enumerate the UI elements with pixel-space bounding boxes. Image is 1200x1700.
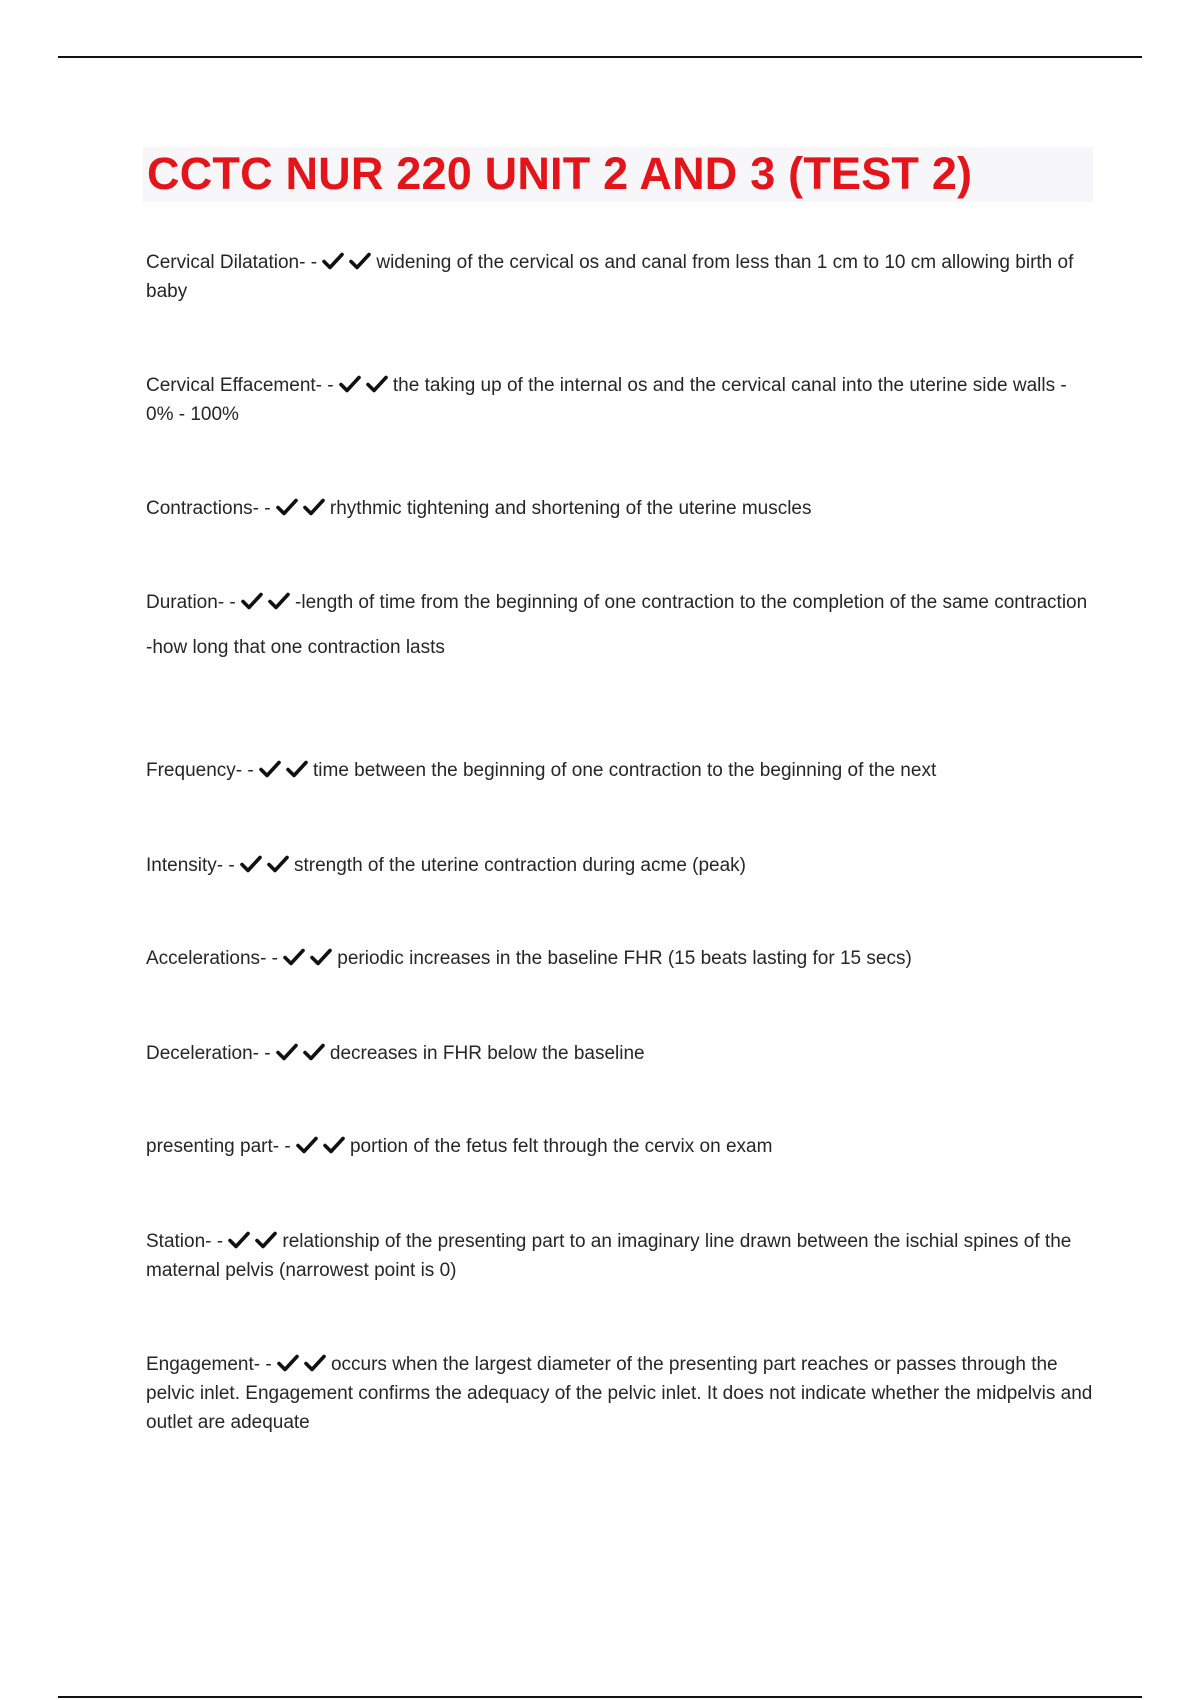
term-separator: - -	[235, 760, 254, 781]
document-title: CCTC NUR 220 UNIT 2 AND 3 (TEST 2)	[147, 148, 973, 199]
checkmark-icon	[303, 1043, 325, 1061]
term-label: Engagement	[146, 1354, 254, 1375]
term-separator: - -	[253, 1354, 272, 1375]
term-separator: - -	[205, 1231, 224, 1252]
term-separator: - -	[252, 1043, 271, 1064]
checkmark-icon	[339, 375, 361, 393]
term-entry-deceleration	[146, 1039, 1096, 1068]
term-entry-frequency	[146, 756, 1096, 785]
checkmark-icon	[267, 855, 289, 873]
term-definition: the taking up of the internal os and the cervical canal into the uterine side walls - 0% - 100%	[146, 375, 1067, 425]
checkmark-icon	[304, 1354, 326, 1372]
checkmark-icon	[276, 498, 298, 516]
term-label: presenting part	[146, 1136, 273, 1157]
term-entry-engagement	[146, 1350, 1096, 1437]
term-entry-cervical-dilatation	[146, 248, 1096, 306]
term-definition: portion of the fetus felt through the cervix on exam	[349, 1136, 773, 1157]
term-entry-cervical-effacement	[146, 371, 1096, 429]
term-label: Frequency	[146, 760, 236, 781]
header-rule	[58, 56, 1142, 58]
term-definition: periodic increases in the baseline FHR (15 beats lasting for 15 secs)	[337, 948, 912, 969]
checkmark-icon	[286, 760, 308, 778]
term-entry-station	[146, 1227, 1096, 1285]
term-separator: - -	[216, 855, 235, 876]
checkmark-icon	[277, 1354, 299, 1372]
term-label: Station	[146, 1231, 206, 1252]
term-entry-presenting-part	[146, 1132, 1096, 1161]
checkmark-icon	[255, 1231, 277, 1249]
term-entry-duration	[146, 588, 1096, 662]
term-entry-contractions	[146, 494, 1096, 523]
term-separator: - -	[252, 498, 271, 519]
checkmark-icon	[283, 948, 305, 966]
term-definition: relationship of the presenting part to an imaginary line drawn between the ischial spines of the maternal pelvis (narrowest point is 0)	[146, 1231, 1072, 1281]
checkmark-icon	[276, 1043, 298, 1061]
term-separator: - -	[260, 948, 278, 969]
term-separator: - -	[217, 592, 236, 613]
term-label: Deceleration	[146, 1043, 253, 1064]
checkmark-icon	[228, 1231, 250, 1249]
checkmark-icon	[240, 855, 262, 873]
term-definition: widening of the cervical os and canal from less than 1 cm to 10 cm allowing birth of baby	[146, 252, 1074, 302]
checkmark-icon	[366, 375, 388, 393]
footer-rule	[58, 1696, 1142, 1698]
term-separator: - -	[272, 1136, 291, 1157]
term-entry-accelerations	[146, 944, 1096, 973]
term-entry-intensity	[146, 851, 1096, 880]
term-separator: - -	[315, 375, 334, 396]
term-definition: strength of the uterine contraction during acme (peak)	[293, 855, 747, 876]
term-definition: time between the beginning of one contraction to the beginning of the next	[313, 760, 937, 781]
term-label: Contractions	[146, 498, 253, 519]
checkmark-icon	[323, 1136, 345, 1154]
term-label: Intensity	[146, 855, 217, 876]
checkmark-icon	[322, 252, 344, 270]
checkmark-icon	[303, 498, 325, 516]
checkmark-icon	[268, 592, 290, 610]
term-label: Duration	[146, 592, 218, 613]
checkmark-icon	[259, 760, 281, 778]
checkmark-icon	[296, 1136, 318, 1154]
term-definition: decreases in FHR below the baseline	[329, 1043, 645, 1064]
term-label: Accelerations	[146, 948, 261, 969]
term-definition: -length of time from the beginning of one contraction to the completion of the same contraction	[295, 592, 1088, 613]
checkmark-icon	[349, 252, 371, 270]
term-label: Cervical Effacement	[146, 375, 316, 396]
checkmark-icon	[241, 592, 263, 610]
term-separator: - -	[299, 252, 318, 273]
checkmark-icon	[310, 948, 332, 966]
term-note: -how long that one contraction lasts	[146, 637, 445, 658]
term-definition: occurs when the largest diameter of the presenting part reaches or passes through the pelvic inlet. Engagement confirms the adequacy of the pelvic inlet. It does not indicate whether the midpelvis and outlet are adequate	[146, 1354, 1093, 1433]
term-label: Cervical Dilatation	[146, 252, 300, 273]
term-definition: rhythmic tightening and shortening of the uterine muscles	[329, 498, 812, 519]
